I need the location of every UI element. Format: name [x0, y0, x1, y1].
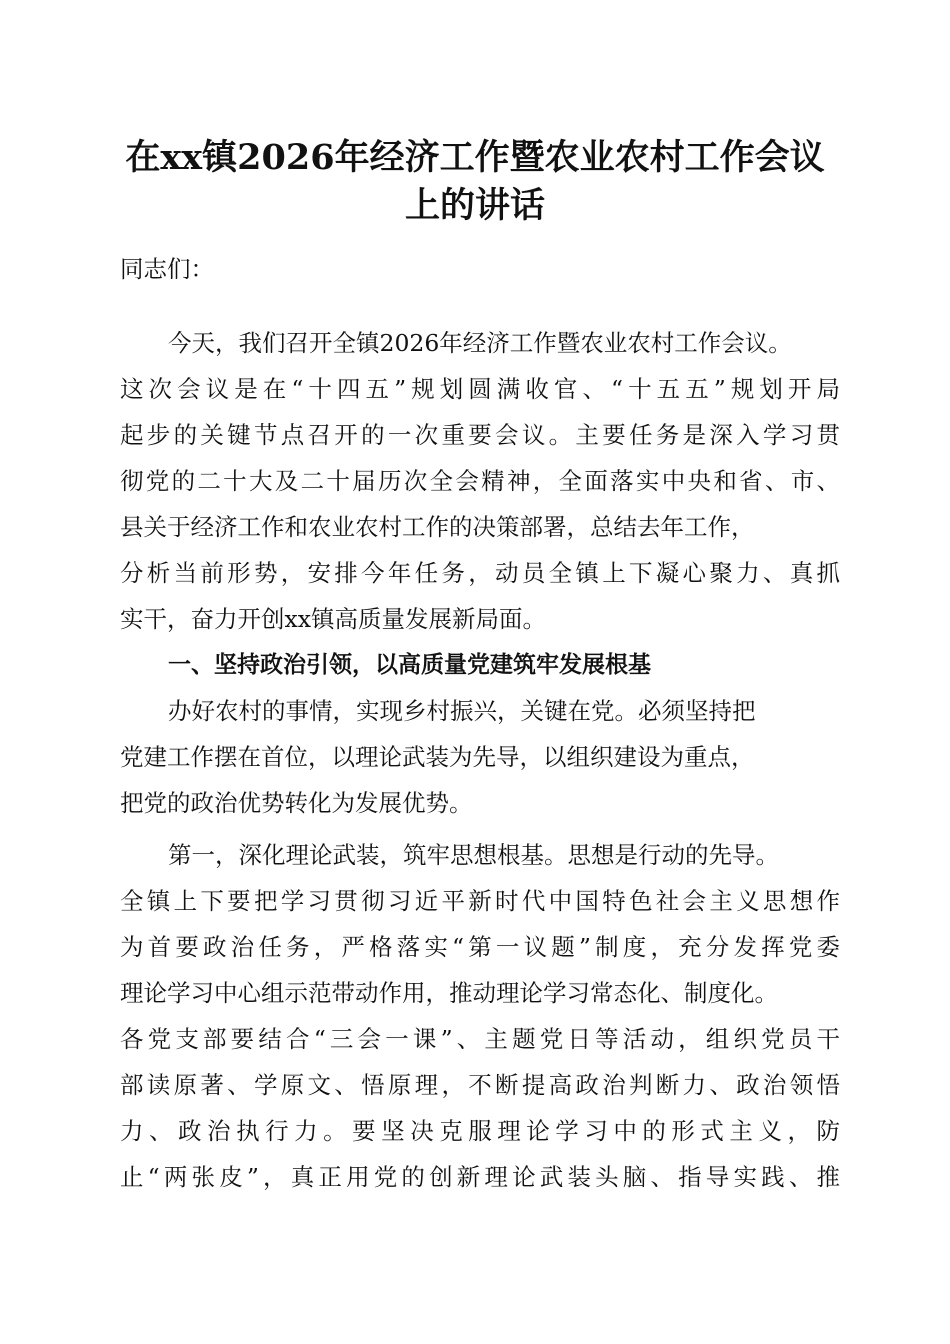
intro-line-7: 实干，奋力开创xx镇高质量发展新局面。 — [120, 605, 547, 633]
intro-line-3: 起步的关键节点召开的一次重要会议。主要任务是深入学习贯 — [120, 421, 840, 449]
document-title-line-1: 在xx镇2026年经济工作暨农业农村工作会议 — [125, 137, 825, 178]
point1-line-5: 各党支部要结合“三会一课”、主题党日等活动，组织党员干 — [120, 1025, 840, 1053]
point1-line-2: 全镇上下要把学习贯彻习近平新时代中国特色社会主义思想作 — [120, 887, 840, 915]
point1-line-4: 理论学习中心组示范带动作用，推动理论学习常态化、制度化。 — [120, 979, 778, 1007]
intro-line-5: 县关于经济工作和农业农村工作的决策部署，总结去年工作， — [120, 513, 755, 541]
intro-line-1: 今天，我们召开全镇2026年经济工作暨农业农村工作会议。 — [168, 329, 792, 357]
intro-line-6: 分析当前形势，安排今年任务，动员全镇上下凝心聚力、真抓 — [120, 559, 840, 587]
point1-line-6: 部读原著、学原文、悟原理，不断提高政治判断力、政治领悟 — [120, 1071, 840, 1099]
point1-line-7: 力、政治执行力。要坚决克服理论学习中的形式主义，防 — [120, 1117, 840, 1145]
salutation: 同志们： — [120, 255, 214, 283]
intro-line-2: 这次会议是在“十四五”规划圆满收官、“十五五”规划开局 — [120, 375, 840, 403]
point1-line-3: 为首要政治任务，严格落实“第一议题”制度，充分发挥党委 — [120, 933, 840, 961]
intro-line-4: 彻党的二十大及二十届历次全会精神，全面落实中央和省、市、 — [120, 467, 840, 495]
document-title-line-2: 上的讲话 — [404, 185, 545, 226]
section1-line-2: 党建工作摆在首位，以理论武装为先导，以组织建设为重点， — [120, 743, 755, 771]
point1-line-1: 第一，深化理论武装，筑牢思想根基。思想是行动的先导。 — [168, 841, 779, 869]
point1-line-8: 止“两张皮”，真正用党的创新理论武装头脑、指导实践、推 — [120, 1163, 840, 1191]
section-heading-1: 一、坚持政治引领，以高质量党建筑牢发展根基 — [168, 652, 651, 678]
section1-line-1: 办好农村的事情，实现乡村振兴，关键在党。必须坚持把 — [168, 697, 756, 725]
section1-line-3: 把党的政治优势转化为发展优势。 — [120, 789, 473, 817]
